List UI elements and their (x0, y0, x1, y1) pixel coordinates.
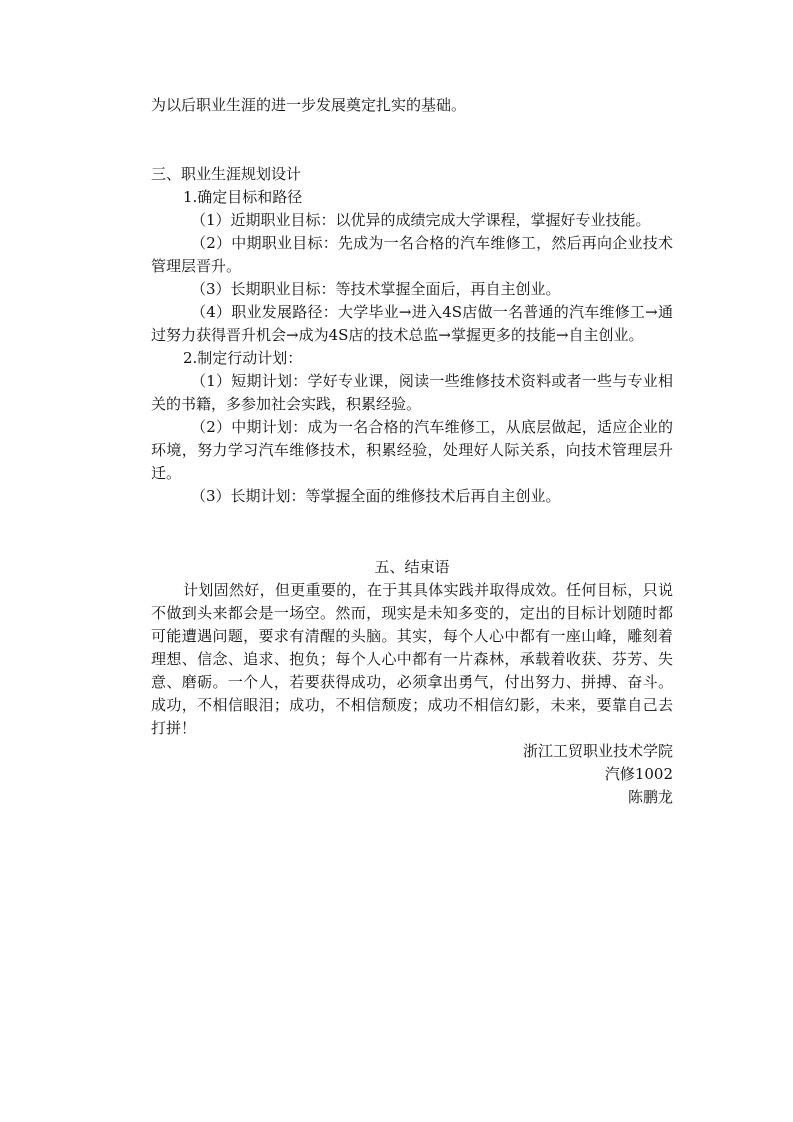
document-body (151, 94, 673, 809)
signature-class: 汽修1002 (604, 765, 673, 783)
intro-tail-paragraph: 为以后职业生涯的进一步发展奠定扎实的基础。 (151, 96, 467, 114)
plan-short-term: （1）短期计划：学好专业课，阅读一些维修技术资料或者一些与专业相关的书籍，多参加社会实践，积累经验。 (151, 372, 673, 413)
spacer (151, 117, 673, 163)
section5-heading: 五、结束语 (374, 558, 450, 576)
signature-name: 陈鹏龙 (627, 788, 673, 806)
section3-part1-title: 1.确定目标和路径 (183, 188, 303, 206)
section3-heading: 三、职业生涯规划设计 (151, 165, 302, 183)
signature-school: 浙江工贸职业技术学院 (522, 742, 673, 760)
goal-long-term: （3）长期职业目标：等技术掌握全面后，再自主创业。 (191, 280, 561, 298)
spacer (151, 508, 673, 556)
plan-long-term: （3）长期计划：等掌握全面的维修技术后再自主创业。 (191, 487, 561, 505)
section3-part2-title: 2.制定行动计划： (183, 349, 303, 367)
goal-mid-term: （2）中期职业目标：先成为一名合格的汽车维修工，然后再向企业技术管理层晋升。 (151, 234, 673, 275)
goal-short-term: （1）近期职业目标：以优异的成绩完成大学课程，掌握好专业技能。 (191, 211, 651, 229)
goal-career-path: （4）职业发展路径：大学毕业→进入4S店做一名普通的汽车维修工→通过努力获得晋升机会→成为4S店的技术总监→掌握更多的技能→自主创业。 (151, 303, 673, 344)
plan-mid-term: （2）中期计划：成为一名合格的汽车维修工，从底层做起，适应企业的环境，努力学习汽车维修技术，积累经验，处理好人际关系，向技术管理层升迁。 (151, 418, 673, 482)
conclusion-paragraph: 计划固然好，但更重要的，在于其具体实践并取得成效。任何目标，只说不做到头来都会是一场空。然而，现实是未知多变的，定出的目标计划随时都可能遭遇问题，要求有清醒的头脑。其实，每个人心中都有一座山峰，雕刻着理想、信念、追求、抱负；每个人心中都有一片森林，承载着收获、芬芳、失意、磨砺。一个人，若要获得成功，必须拿出勇气，付出努力、拼搏、奋斗。成功，不相信眼泪；成功，不相信颓废；成功不相信幻影，未来，要靠自己去打拼！ (151, 581, 673, 737)
